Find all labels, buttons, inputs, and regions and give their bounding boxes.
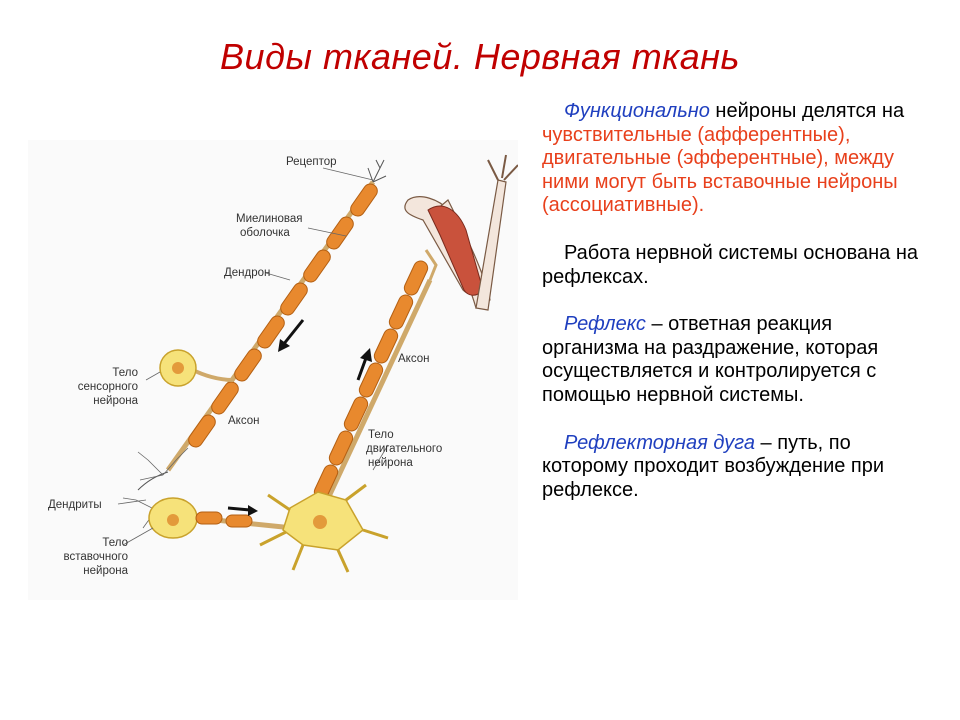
sensory-nucleus	[172, 362, 184, 374]
label-inter-body-1: Тело	[102, 537, 128, 549]
label-receptor: Рецептор	[286, 156, 337, 168]
label-sensory-body-2: сенсорного	[77, 381, 138, 393]
arrow-inter	[228, 508, 250, 510]
label-motor-body-1: Тело	[368, 429, 394, 441]
inter-nucleus	[167, 514, 179, 526]
paragraph-reflex-arc: Рефлекторная дуга – путь, по которому проходит возбуждение при рефлексе.	[542, 431, 885, 501]
motor-nucleus	[313, 515, 327, 529]
reflex-arc-diagram	[28, 140, 518, 600]
paragraph-functional: Функционально нейроны делятся на чувствительные (афферентные), двигательные (эфферентные), между ними могут быть вставочные нейроны (ассоциативные).	[542, 100, 905, 217]
label-sensory-body-1: Тело	[112, 367, 138, 379]
paragraph-reflex-definition: Рефлекс – ответная реакция организма на раздражение, которая осуществляется и контролируется с помощью нервной системы.	[542, 313, 879, 406]
term-reflex: Рефлекс	[564, 313, 646, 336]
label-myelin-2: оболочка	[240, 227, 290, 239]
neuron-types-highlight: чувствительные (афферентные), двигательные (эфферентные), между ними могут быть вставочные нейроны (ассоциативные)	[542, 123, 898, 217]
label-myelin-1: Миелиновая	[236, 213, 303, 225]
label-motor-body-2: двигательного	[366, 443, 443, 455]
label-motor-body-3: нейрона	[368, 457, 413, 469]
label-sensory-body-3: нейрона	[93, 395, 138, 407]
paragraph-reflex-basis: Работа нервной системы основана на рефлексах.	[542, 241, 918, 288]
label-axon-right: Аксон	[398, 353, 430, 365]
label-axon-left: Аксон	[228, 415, 260, 427]
label-dendrites: Дендриты	[48, 499, 102, 511]
label-dendron: Дендрон	[224, 267, 271, 279]
term-reflex-arc: Рефлекторная дуга	[564, 431, 755, 454]
term-functional: Функционально	[564, 100, 710, 122]
label-inter-body-2: вставочного	[63, 551, 128, 563]
slide-text	[542, 100, 932, 502]
label-inter-body-3: нейрона	[83, 565, 128, 577]
slide-title: Виды тканей. Нервная ткань	[220, 36, 740, 77]
